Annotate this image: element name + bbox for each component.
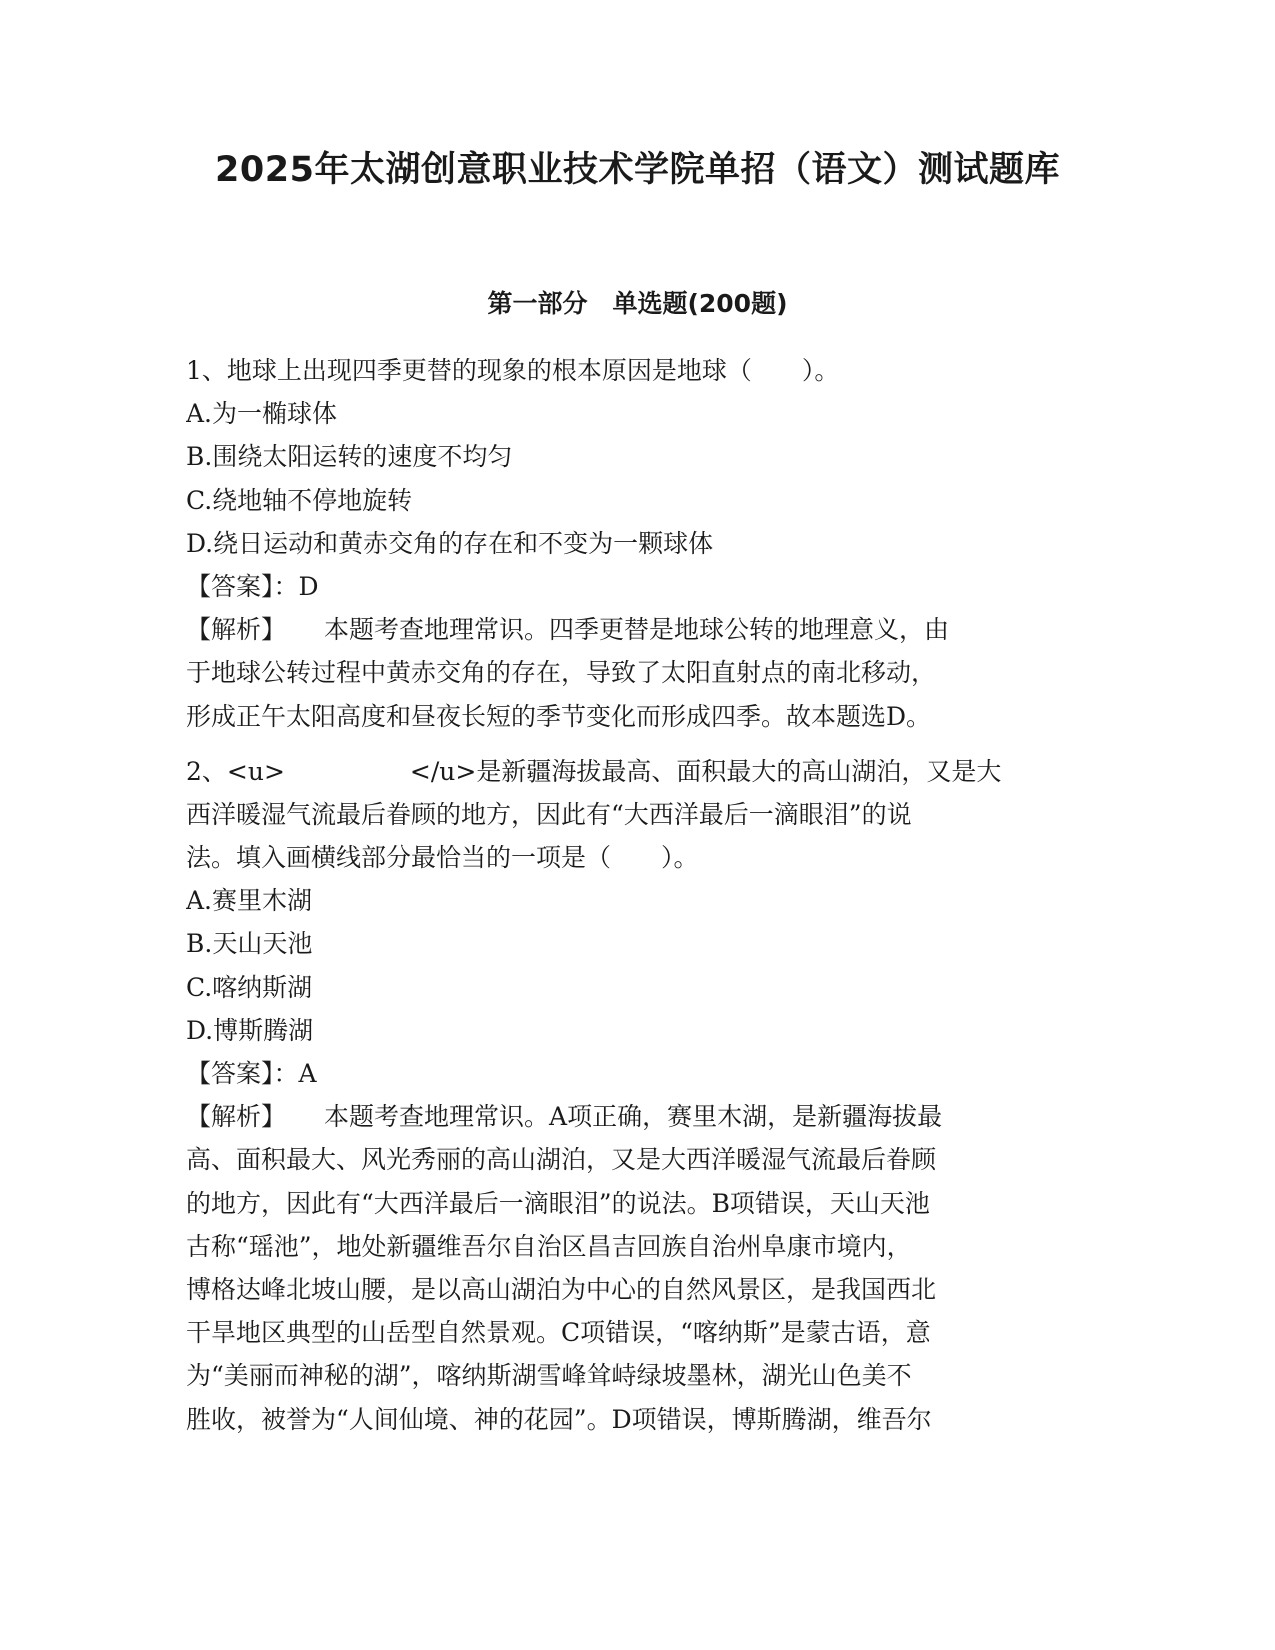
analysis-label: 【解析】: [186, 1102, 287, 1132]
analysis-text: 干旱地区典型的山岳型自然景观。C项错误，“喀纳斯”是蒙古语，意: [186, 1318, 931, 1348]
option-b: B.天山天池: [186, 929, 313, 959]
section-heading: 第一部分 单选题(200题): [487, 289, 788, 318]
analysis-text: 形成正午太阳高度和昼夜长短的季节变化而形成四季。故本题选D。: [186, 701, 932, 731]
document-title: 2025年太湖创意职业技术学院单招（语文）测试题库: [215, 150, 1060, 190]
answer-line: [186, 1052, 1086, 1095]
question-item: [186, 750, 1086, 1441]
analysis-label: 【解析】: [186, 615, 287, 645]
question-stem: 2、<u> </u>是新疆海拔最高、面积最大的高山湖泊，又是大: [186, 756, 1002, 786]
option-d: D.绕日运动和黄赤交角的存在和不变为一颗球体: [186, 528, 714, 558]
analysis-text: 于地球公转过程中黄赤交角的存在，导致了太阳直射点的南北移动，: [186, 658, 937, 688]
question-stem: 1、地球上出现四季更替的现象的根本原因是地球（ ）。: [186, 356, 840, 385]
option-a: A.为一椭球体: [186, 399, 338, 429]
question-stem: 西洋暖湿气流最后眷顾的地方，因此有“大西洋最后一滴眼泪”的说: [186, 799, 912, 829]
option-c: C.喀纳斯湖: [186, 972, 313, 1002]
option-d: D.博斯腾湖: [186, 1015, 314, 1045]
analysis-text: 本题考查地理常识。A项正确，赛里木湖，是新疆海拔最: [324, 1102, 943, 1132]
option-a: A.赛里木湖: [186, 886, 313, 916]
answer-label: 【答案】：: [186, 571, 299, 601]
analysis-text: 博格达峰北坡山腰，是以高山湖泊为中心的自然风景区，是我国西北: [186, 1274, 937, 1304]
analysis-line: [186, 1095, 1086, 1138]
analysis-text: 的地方，因此有“大西洋最后一滴眼泪”的说法。B项错误，天山天池: [186, 1188, 930, 1218]
option-b: B.围绕太阳运转的速度不均匀: [186, 442, 513, 472]
analysis-text: 本题考查地理常识。四季更替是地球公转的地理意义，由: [324, 615, 950, 645]
question-stem: 法。填入画横线部分最恰当的一项是（ ）。: [186, 843, 699, 873]
answer-value: A: [298, 1059, 317, 1088]
analysis-line: [186, 608, 1086, 651]
analysis-text: 古称“瑶池”，地处新疆维吾尔自治区昌吉回族自治州阜康市境内，: [186, 1231, 912, 1261]
analysis-text: 高、面积最大、风光秀丽的高山湖泊，又是大西洋暖湿气流最后眷顾: [186, 1145, 937, 1175]
analysis-text: 为“美丽而神秘的湖”，喀纳斯湖雪峰耸峙绿坡墨林，湖光山色美不: [186, 1361, 912, 1391]
answer-line: [186, 565, 1086, 608]
analysis-text: 胜收，被誉为“人间仙境、神的花园”。D项错误，博斯腾湖，维吾尔: [186, 1404, 932, 1434]
question-item: [186, 349, 1086, 738]
answer-label: 【答案】：: [186, 1059, 299, 1088]
option-c: C.绕地轴不停地旋转: [186, 485, 413, 515]
answer-value: D: [298, 571, 319, 601]
question-list: [186, 349, 1086, 1441]
